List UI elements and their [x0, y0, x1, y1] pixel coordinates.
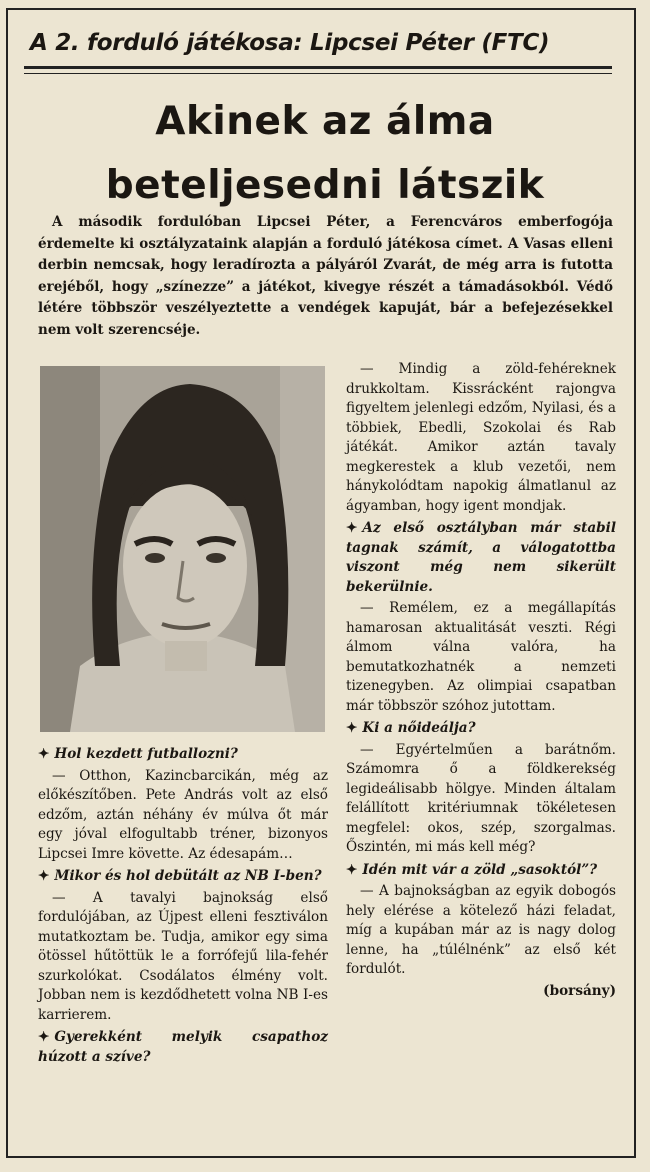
kicker-rule-thin	[24, 73, 612, 74]
answer-5: — Egyértelműen a barátnőm. Számomra ő a földkerekség legideálisabb hölgye. Minden általam felállított kritériumnak tökéletesen megfelel: okos, szép, szorgalmas. Őszintén, mi más kell még?	[346, 741, 616, 855]
interview-column-right	[346, 360, 616, 1001]
answer-4: — Remélem, ez a megállapítás hamarosan aktualitását veszti. Régi álmom válna valóra, ha bemutatkozhatnék a nemzeti tizenegyben. Az olimpiai csapatban már többször szóhoz jutottam.	[346, 600, 616, 714]
answer-1: — Otthon, Kazincbarcikán, még az előkészítőben. Pete András volt az első edzőm, aztán néhány év múlva őt már egy jóval elfogultabb tréner, bizonyos Lipcsei Imre követte. Az édesapám…	[38, 767, 328, 862]
star-bullet-icon: ✦	[346, 520, 358, 536]
portrait-image	[40, 366, 325, 732]
article-kicker: A 2. forduló játékosa: Lipcsei Péter (FTC)	[30, 30, 550, 56]
article-lead: A második fordulóban Lipcsei Péter, a Ferencváros emberfogója érdemelte ki osztályzataink alapján a forduló játékosa címet. A Vasas elleni derbin nemcsak, hogy leradírozta a pályáról Zvarát, de még arra is futotta erejéből, hogy „színezze” a játékot, kivegye részét a támadásokból. Védő létére többször veszélyeztette a vendégek kapuját, bár a befejezésekkel nem volt szerencséje.	[38, 214, 613, 338]
interview-column-left	[38, 742, 328, 1069]
question-5: ✦ Ki a nőideálja?	[346, 720, 476, 736]
star-bullet-icon: ✦	[346, 861, 358, 878]
question-1: ✦ Hol kezdett futballozni?	[38, 746, 238, 762]
byline: (borsány)	[543, 982, 616, 999]
star-bullet-icon: ✦	[38, 1029, 50, 1045]
question-2: ✦ Mikor és hol debütált az NB I-ben?	[38, 868, 322, 884]
player-photo	[40, 366, 325, 732]
answer-6: — A bajnokságban az egyik dobogós hely elérése a kötelező házi feladat, míg a kupában már az is nagy dolog lenne, ha „túlélnénk” az első két fordulót.	[346, 883, 616, 977]
star-bullet-icon: ✦	[346, 720, 358, 736]
question-4: ✦ Az első osztályban már stabil tagnak számít, a válogatottba viszont még nem sikerült bekerülnie.	[346, 520, 616, 595]
answer-3: — Mindig a zöld-fehéreknek drukkoltam. Kissrácként rajongva figyeltem jelenlegi edzőm, Nyilasi, és a többiek, Ebedli, Szokolai és Rab játékát. Amikor aztán tavaly megkerestek a klub vezetői, nem hánykolódtam napokig álmatlanul az ágyamban, hogy igent mondjak.	[346, 361, 616, 514]
question-3: ✦ Gyerekként melyik csapathoz húzott a szíve?	[38, 1029, 328, 1065]
article-headline: Akinek az álma beteljesedni látszik	[105, 99, 545, 208]
star-bullet-icon: ✦	[38, 868, 50, 884]
star-bullet-icon: ✦	[38, 746, 50, 762]
question-6: ✦ Idén mit vár a zöld „sasoktól”?	[346, 861, 598, 878]
kicker-rule	[24, 66, 612, 69]
answer-2: — A tavalyi bajnokság első fordulójában, az Újpest elleni fesztiválon mutatkoztam be. Tudja, amikor egy sima ötössel hűtöttük le a forrófejű lila-fehér szurkolókat. Csodálatos élmény volt. Jobban nem is kezdődhetett volna NB I-es karrierem.	[38, 889, 328, 1023]
